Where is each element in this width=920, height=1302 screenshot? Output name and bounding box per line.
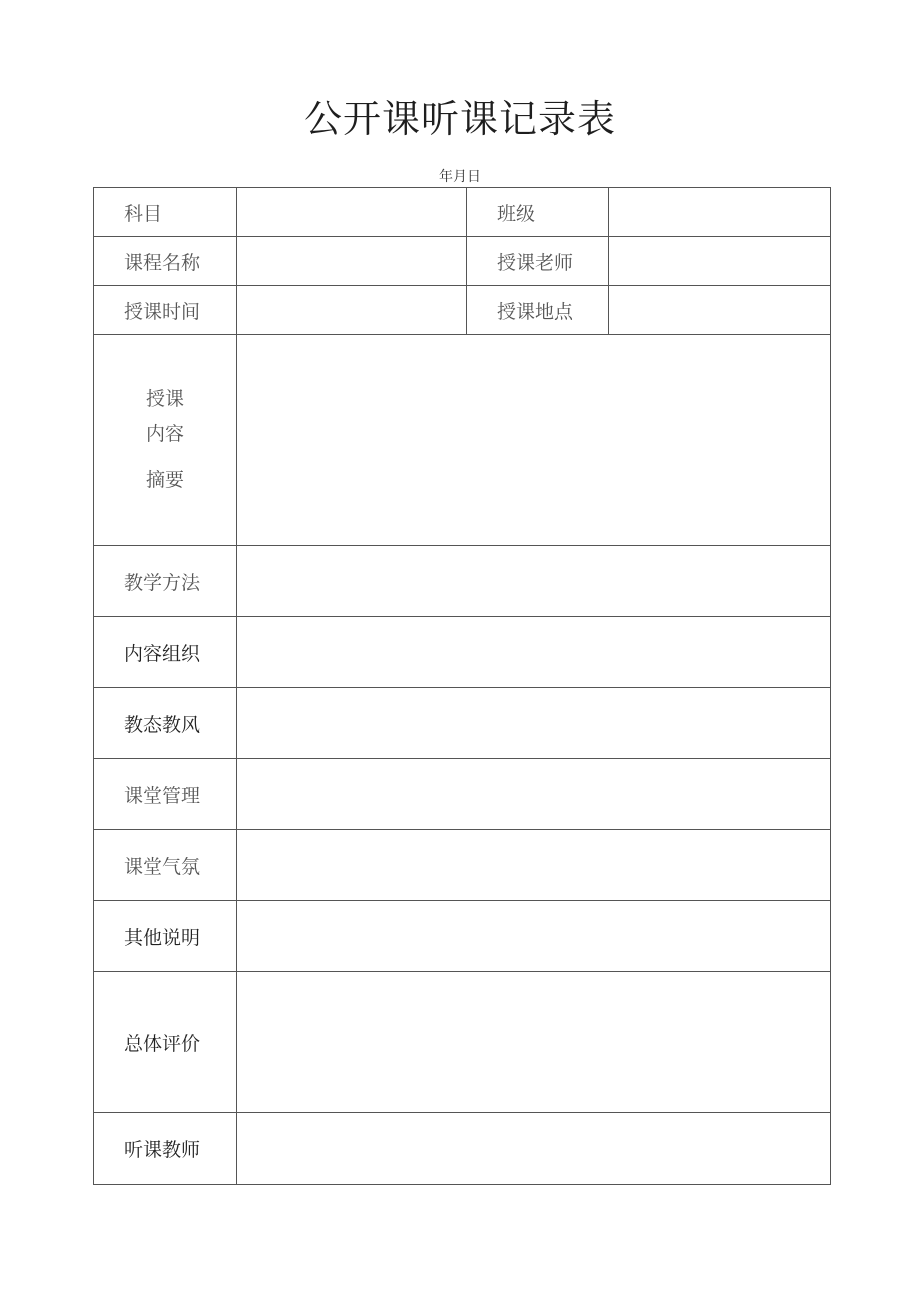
- class-time-field[interactable]: [237, 286, 467, 335]
- class-label: 班级: [467, 188, 609, 237]
- eval-row: [94, 617, 831, 688]
- teaching-method-label: 教学方法: [94, 546, 237, 617]
- classroom-management-field[interactable]: [237, 759, 831, 830]
- eval-row: [94, 546, 831, 617]
- observer-teacher-field[interactable]: [237, 1113, 831, 1185]
- classroom-atmosphere-field[interactable]: [237, 830, 831, 901]
- summary-label: [94, 335, 237, 546]
- class-location-field[interactable]: [609, 286, 831, 335]
- overall-evaluation-field[interactable]: [237, 972, 831, 1113]
- classroom-management-label: 课堂管理: [94, 759, 237, 830]
- teaching-method-field[interactable]: [237, 546, 831, 617]
- summary-label-line3: 摘要: [145, 469, 184, 492]
- class-field[interactable]: [609, 188, 831, 237]
- other-notes-label: 其他说明: [94, 901, 237, 972]
- info-row-time: [94, 286, 831, 335]
- other-notes-field[interactable]: [237, 901, 831, 972]
- eval-row: [94, 688, 831, 759]
- course-name-field[interactable]: [237, 237, 467, 286]
- summary-field[interactable]: [237, 335, 831, 546]
- info-row-subject: [94, 188, 831, 237]
- page-title: 公开课听课记录表: [303, 97, 616, 141]
- eval-row: [94, 901, 831, 972]
- record-form-table: [93, 187, 831, 1185]
- content-organization-label: 内容组织: [94, 617, 237, 688]
- summary-label-line2: 内容: [145, 422, 184, 445]
- summary-label-line1: 授课: [145, 387, 184, 410]
- overall-evaluation-label: 总体评价: [94, 972, 237, 1113]
- content-organization-field[interactable]: [237, 617, 831, 688]
- info-row-course: [94, 237, 831, 286]
- eval-row: [94, 830, 831, 901]
- subject-field[interactable]: [237, 188, 467, 237]
- subject-label: 科目: [94, 188, 237, 237]
- observer-teacher-label: 听课教师: [94, 1113, 237, 1185]
- class-time-label: 授课时间: [94, 286, 237, 335]
- summary-row: [94, 335, 831, 546]
- teacher-field[interactable]: [609, 237, 831, 286]
- classroom-atmosphere-label: 课堂气氛: [94, 830, 237, 901]
- teacher-label: 授课老师: [467, 237, 609, 286]
- eval-row: [94, 1113, 831, 1185]
- teaching-manner-label: 教态教风: [94, 688, 237, 759]
- course-name-label: 课程名称: [94, 237, 237, 286]
- class-location-label: 授课地点: [467, 286, 609, 335]
- eval-row: [94, 972, 831, 1113]
- eval-row: [94, 759, 831, 830]
- teaching-manner-field[interactable]: [237, 688, 831, 759]
- date-line: 年月日: [439, 169, 481, 185]
